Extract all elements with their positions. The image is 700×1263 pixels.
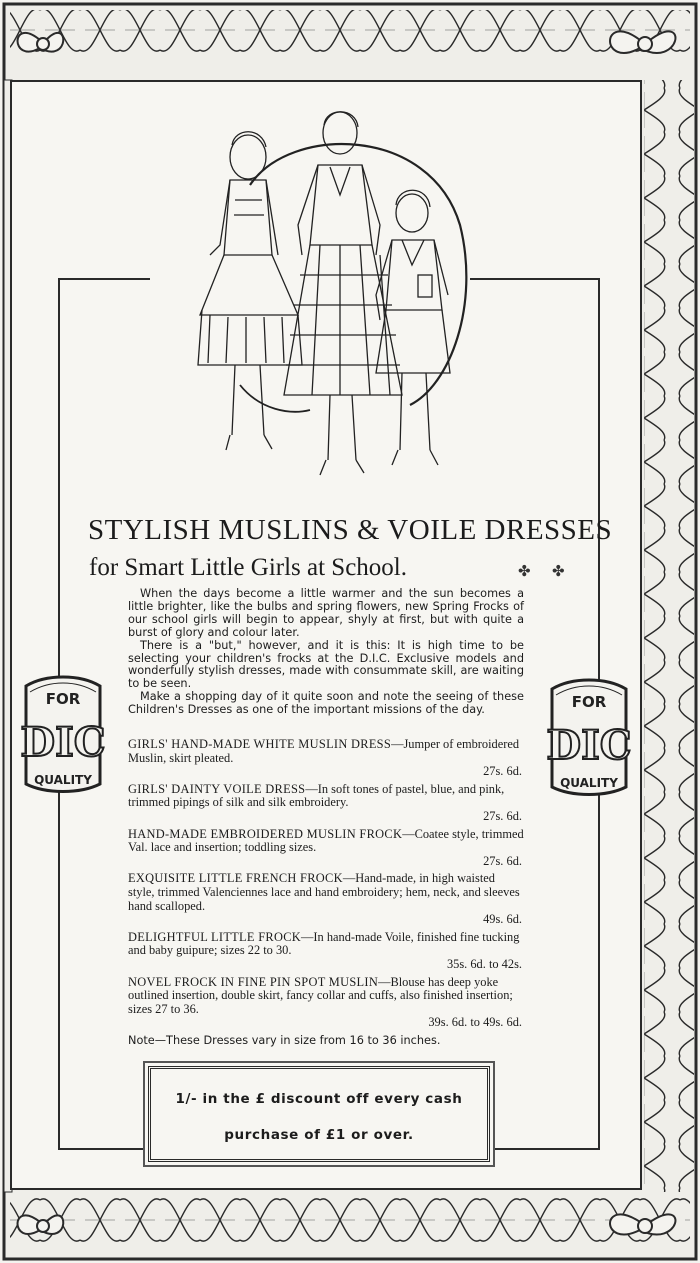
item-title: NOVEL FROCK IN FINE PIN SPOT MUSLIN bbox=[128, 974, 379, 989]
intro-paragraph: When the days become a little warmer and the sun becomes a little brighter, like the bulbs and spring flowers, new Spring Frocks of our school girls will begin to appear, shyly at first, but with quite a burst of glory and colour later. bbox=[128, 587, 524, 639]
item-price: 49s. 6d. bbox=[483, 912, 522, 927]
shield-mark: DIC bbox=[20, 719, 106, 766]
list-item bbox=[128, 828, 524, 869]
shield-top-text: FOR bbox=[571, 693, 607, 711]
intro-copy bbox=[128, 588, 524, 717]
item-description: —Hand-made, in high waisted style, trimmed Valenciennes lace and hand embroidery; hem, neck, and sleeves hand scalloped. bbox=[128, 871, 520, 913]
item-description: —Jumper of embroidered Muslin, skirt pleated. bbox=[128, 737, 520, 765]
flourish-icon: ✤ bbox=[518, 564, 531, 580]
item-title: GIRLS' DAINTY VOILE DRESS bbox=[128, 781, 306, 796]
list-item bbox=[128, 783, 524, 824]
subheadline: for Smart Little Girls at School. bbox=[89, 554, 408, 581]
dic-quality-shield-left bbox=[20, 672, 106, 802]
item-price: 27s. 6d. bbox=[483, 853, 522, 868]
item-price: 27s. 6d. bbox=[483, 764, 522, 779]
headline: STYLISH MUSLINS & VOILE DRESSES bbox=[88, 514, 613, 546]
shield-bottom-text: QUALITY bbox=[34, 773, 92, 787]
list-item bbox=[128, 976, 524, 1030]
item-description: —Coatee style, trimmed Val. lace and insertion; toddling sizes. bbox=[128, 826, 524, 855]
dic-quality-shield-right bbox=[546, 675, 632, 805]
shield-bottom-text: QUALITY bbox=[560, 776, 618, 790]
intro-paragraph: Make a shopping day of it quite soon and note the seeing of these Children's Dresses as one of the important missions of the day. bbox=[128, 690, 524, 717]
girls-illustration bbox=[180, 105, 480, 505]
item-title: EXQUISITE LITTLE FRENCH FROCK bbox=[128, 871, 343, 886]
discount-line-1: 1/- in the £ discount off every cash bbox=[175, 1091, 463, 1107]
list-item bbox=[128, 738, 524, 779]
item-title: GIRLS' HAND-MADE WHITE MUSLIN DRESS bbox=[128, 737, 392, 751]
item-title: HAND-MADE EMBROIDERED MUSLIN FROCK bbox=[128, 826, 403, 841]
discount-line-2: purchase of £1 or over. bbox=[224, 1127, 414, 1143]
intro-paragraph: There is a "but," however, and it is this: It is high time to be selecting your children's frocks at the D.I.C. Exclusive models and wonderfully stylish dresses, made with consummate skill, are waiting to be seen. bbox=[128, 638, 524, 691]
list-item bbox=[128, 931, 524, 972]
item-price: 35s. 6d. to 42s. bbox=[446, 956, 522, 971]
size-note: Note—These Dresses vary in size from 16 to 36 inches. bbox=[128, 1033, 441, 1047]
item-description: —Blouse has deep yoke outlined insertion, double skirt, fancy collar and cuffs, also finished insertion; sizes 27 to 36. bbox=[128, 974, 513, 1016]
item-price: 39s. 6d. to 49s. 6d. bbox=[428, 1015, 522, 1030]
flourish-icon: ✤ bbox=[552, 564, 565, 580]
item-description: —In hand-made Voile, finished fine tucking and baby guipure; sizes 22 to 30. bbox=[128, 929, 520, 958]
item-description: —In soft tones of pastel, blue, and pink, trimmed pipings of silk and silk embroidery. bbox=[128, 781, 505, 810]
item-price: 27s. 6d. bbox=[483, 808, 522, 823]
shield-top-text: FOR bbox=[45, 690, 81, 708]
list-item bbox=[128, 872, 524, 926]
item-title: DELIGHTFUL LITTLE FROCK bbox=[128, 929, 302, 944]
shield-mark: DIC bbox=[546, 722, 632, 769]
dress-list bbox=[128, 738, 524, 1047]
discount-box bbox=[148, 1066, 490, 1162]
